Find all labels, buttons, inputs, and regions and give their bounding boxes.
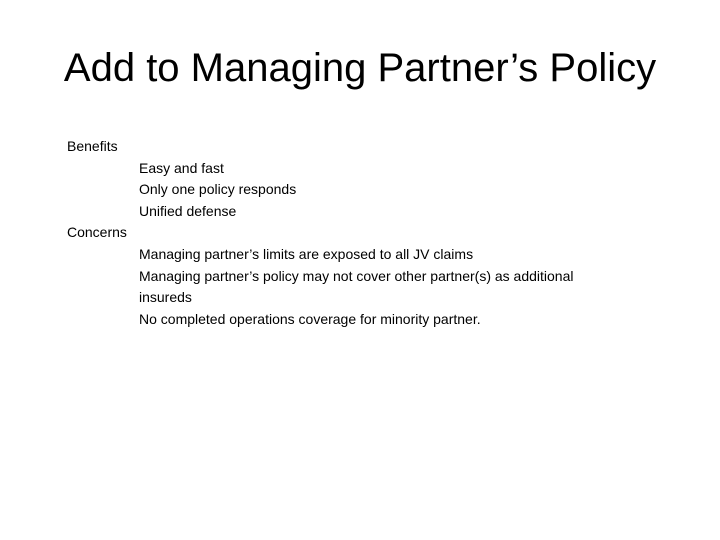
- section-benefits: [67, 136, 667, 222]
- slide-title: Add to Managing Partner’s Policy: [63, 46, 657, 90]
- section-heading-concerns: Concerns: [67, 224, 127, 241]
- section-concerns: [67, 222, 667, 330]
- benefit-item: Unified defense: [139, 202, 237, 219]
- benefits-list: [67, 158, 667, 223]
- benefit-item: Only one policy responds: [139, 181, 297, 198]
- concern-item: Managing partner’s policy may not cover other partner(s) as additional insureds: [139, 267, 574, 306]
- concern-item: No completed operations coverage for minority partner.: [139, 310, 481, 327]
- benefit-item: Easy and fast: [139, 159, 224, 176]
- section-heading-benefits: Benefits: [67, 138, 118, 154]
- slide-body: [67, 136, 667, 330]
- concern-item: Managing partner’s limits are exposed to all JV claims: [139, 245, 474, 262]
- concerns-list: [67, 244, 667, 330]
